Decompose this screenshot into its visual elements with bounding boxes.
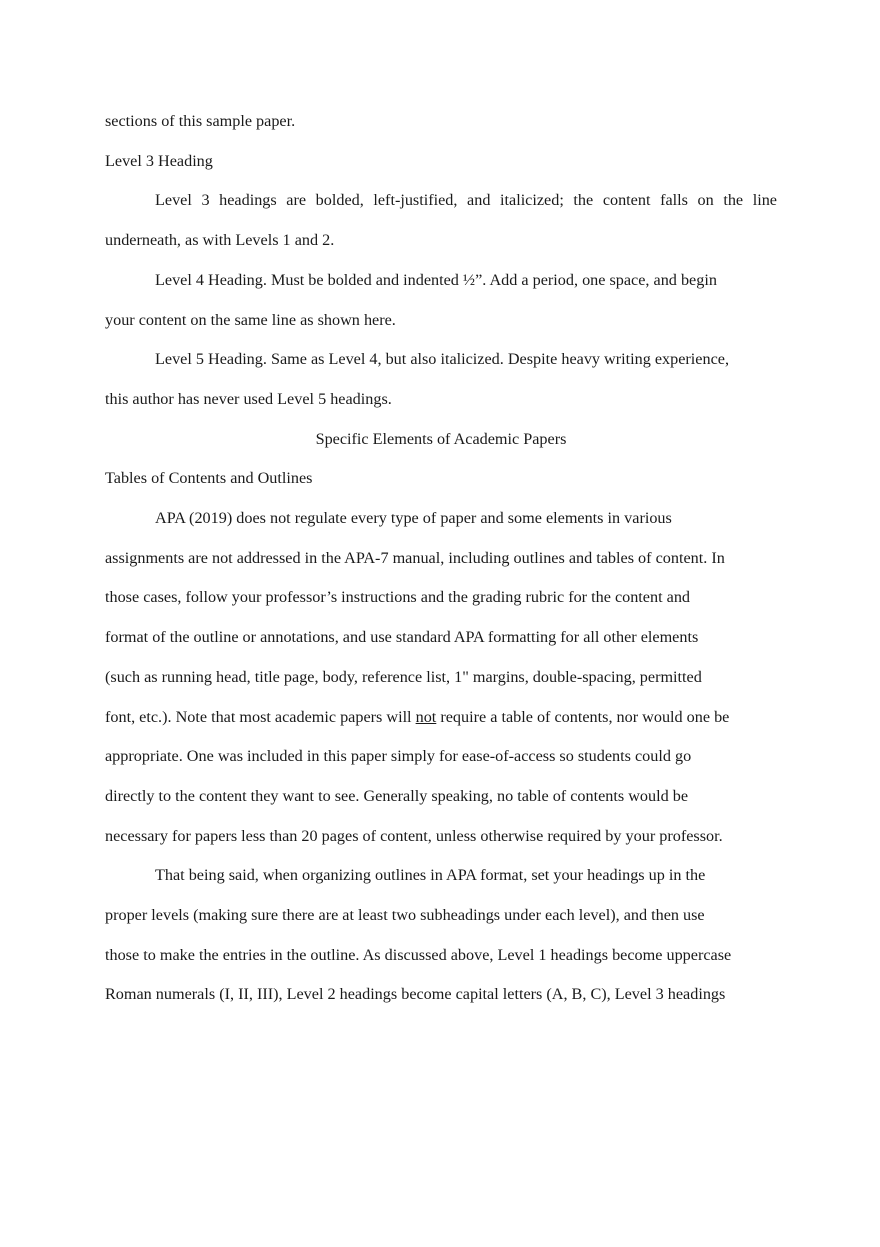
toc-line: directly to the content they want to see. Generally speaking, no table of contents would be	[105, 786, 689, 805]
level3-heading: Level 3 Heading	[105, 151, 213, 170]
outline-line: those to make the entries in the outline. As discussed above, Level 1 headings become uppercase	[105, 945, 732, 964]
document-body	[105, 102, 777, 1015]
level4-line: Level 4 Heading. Must be bolded and indented ½”. Add a period, one space, and begin	[155, 270, 717, 289]
underlined-word: not	[415, 707, 437, 726]
level5-line: Level 5 Heading. Same as Level 4, but also italicized. Despite heavy writing experience,	[155, 350, 730, 369]
outline-line: That being said, when organizing outlines in APA format, set your headings up in the	[155, 866, 706, 885]
toc-heading: Tables of Contents and Outlines	[105, 469, 313, 488]
toc-line: APA (2019) does not regulate every type of paper and some elements in various	[155, 509, 672, 528]
toc-line-text: require a table of contents, nor would one be	[436, 707, 730, 726]
toc-line: necessary for papers less than 20 pages of content, unless otherwise required by your professor.	[105, 826, 723, 845]
toc-paragraph	[105, 499, 777, 856]
section-heading: Specific Elements of Academic Papers	[315, 429, 567, 448]
outline-paragraph	[105, 856, 777, 1015]
continuation-text: sections of this sample paper.	[105, 112, 296, 130]
level4-line: your content on the same line as shown here.	[105, 310, 396, 329]
toc-line-text: font, etc.). Note that most academic papers will	[105, 707, 416, 726]
level5-paragraph	[105, 340, 777, 419]
level4-paragraph	[105, 261, 777, 340]
toc-line: assignments are not addressed in the APA-7 manual, including outlines and tables of content. In	[105, 548, 725, 567]
toc-line	[105, 698, 777, 738]
level3-paragraph: Level 3 headings are bolded, left-justified, and italicized; the content falls on the line underneath, as with Levels 1 and 2.	[105, 191, 777, 250]
level5-line: this author has never used Level 5 headings.	[105, 389, 392, 408]
toc-line: appropriate. One was included in this paper simply for ease-of-access so students could go	[105, 747, 692, 766]
outline-line: proper levels (making sure there are at least two subheadings under each level), and then use	[105, 906, 705, 925]
outline-line: Roman numerals (I, II, III), Level 2 headings become capital letters (A, B, C), Level 3 headings	[105, 985, 726, 1004]
toc-line: (such as running head, title page, body, reference list, 1" margins, double-spacing, permitted	[105, 667, 702, 686]
toc-line: those cases, follow your professor’s instructions and the grading rubric for the content and	[105, 588, 691, 607]
toc-line: format of the outline or annotations, and use standard APA formatting for all other elements	[105, 628, 699, 647]
